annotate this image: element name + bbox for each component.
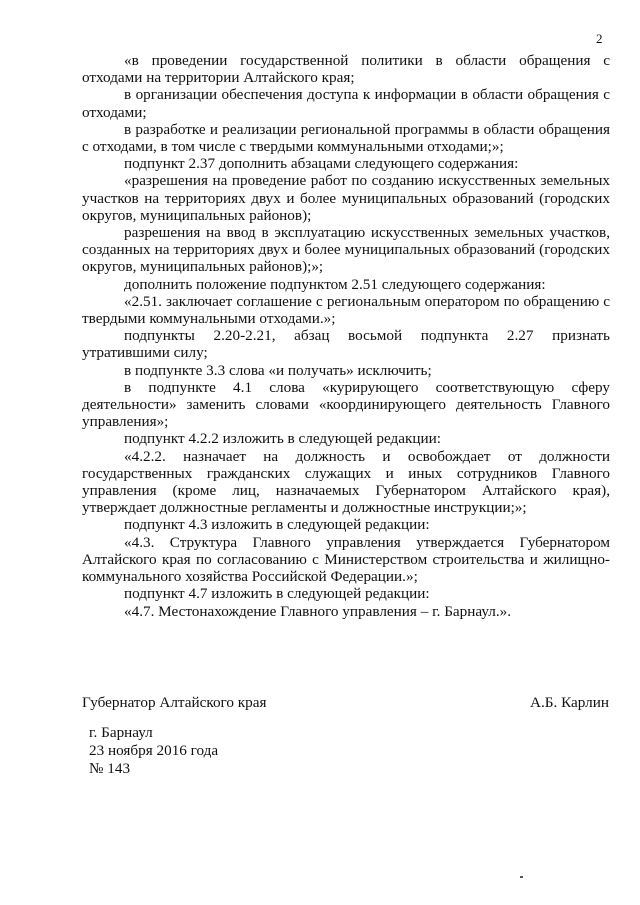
page-number: 2	[596, 31, 603, 46]
signatory-name: А.Б. Карлин	[530, 694, 609, 711]
signatory-position: Губернатор Алтайского края	[82, 694, 267, 711]
document-body	[82, 52, 610, 620]
paragraph: дополнить положение подпунктом 2.51 следующего содержания:	[124, 275, 546, 293]
paragraph: в подпункте 3.3 слова «и получать» исключить;	[124, 361, 432, 379]
paragraph: «разрешения на проведение работ по созданию искусственных земельных участков на территориях двух и более муниципальных образований (городских округов, муниципальных районов);	[82, 172, 610, 224]
signature-block	[82, 694, 609, 712]
paragraph: «4.2.2. назначает на должность и освобождает от должности государственных гражданских служащих и иных сотрудников Главного управления (кроме лиц, назначаемых Губернатором Алтайского края), утверждает должностные регламенты и должностные инструкции;»;	[82, 447, 610, 517]
paragraph: в организации обеспечения доступа к информации в области обращения с отходами;	[82, 86, 610, 121]
paragraph: подпункт 4.2.2 изложить в следующей редакции:	[124, 430, 441, 448]
paragraph: «в проведении государственной политики в области обращения с отходами на территории Алтайского края;	[82, 52, 610, 87]
paragraph: разрешения на ввод в эксплуатацию искусственных земельных участков, созданных на территориях двух и более муниципальных образований (городских округов, муниципальных районов);»;	[82, 224, 610, 276]
paragraph: подпункт 4.7 изложить в следующей редакции:	[124, 585, 430, 603]
paragraph: «2.51. заключает соглашение с региональным оператором по обращению с твердыми коммунальными отходами.»;	[82, 292, 610, 328]
paragraph: подпункты 2.20-2.21, абзац восьмой подпункта 2.27 признать утратившими силу;	[82, 327, 610, 362]
issue-city: г. Барнаул	[89, 724, 153, 741]
paragraph: «4.3. Структура Главного управления утверждается Губернатором Алтайского края по согласованию с Министерством строительства и жилищно-коммунального хозяйства Российской Федерации.»;	[82, 533, 610, 586]
issue-details	[89, 724, 218, 778]
issue-date: 23 ноября 2016 года	[89, 742, 219, 759]
paragraph: в разработке и реализации региональной программы в области обращения с отходами, в том числе с твердыми коммунальными отходами;»;	[82, 120, 610, 156]
paragraph: подпункт 2.37 дополнить абзацами следующего содержания:	[124, 155, 519, 173]
issue-number: № 143	[89, 760, 131, 777]
scan-speck	[520, 876, 523, 878]
paragraph: «4.7. Местонахождение Главного управления – г. Барнаул.».	[124, 602, 512, 620]
paragraph: в подпункте 4.1 слова «курирующего соответствующую сферу деятельности» заменить словами «координирующего деятельность Главного управления»;	[82, 378, 610, 431]
paragraph: подпункт 4.3 изложить в следующей редакции:	[124, 516, 430, 534]
